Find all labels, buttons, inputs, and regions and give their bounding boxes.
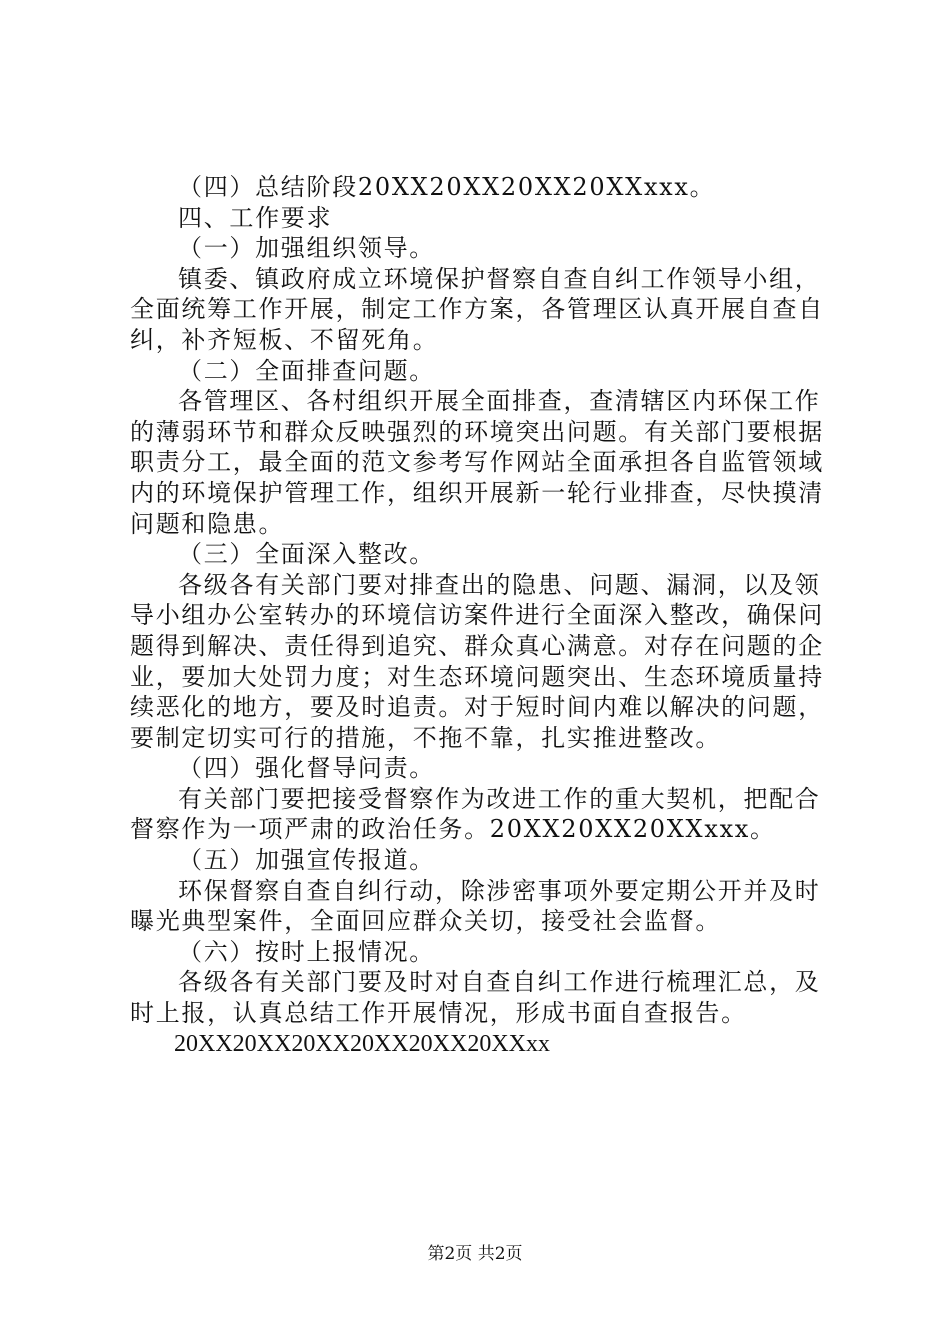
section-heading: （三）全面深入整改。 bbox=[178, 540, 435, 569]
section-heading: （二）全面排查问题。 bbox=[178, 356, 435, 385]
paragraph-line: 纠，补齐短板、不留死角。 bbox=[130, 325, 439, 354]
paragraph-line: 内的环境保护管理工作，组织开展新一轮行业排查，尽快摸清 bbox=[130, 478, 824, 507]
paragraph-line: 时上报，认真总结工作开展情况，形成书面自查报告。 bbox=[130, 999, 747, 1028]
paragraph-first-line: 各级各有关部门要及时对自查自纠工作进行梳理汇总，及 bbox=[178, 968, 821, 997]
section-heading: （四）强化督导问责。 bbox=[178, 754, 435, 783]
paragraph-line: 续恶化的地方，要及时追责。对于短时间内难以解决的问题， bbox=[130, 693, 824, 722]
paragraph-line: 职责分工，最全面的范文参考写作网站全面承担各自监管领域 bbox=[130, 448, 824, 477]
paragraph-first-line: 各级各有关部门要对排查出的隐患、问题、漏洞，以及领 bbox=[178, 570, 821, 599]
paragraph-first-line: 环保督察自查自纠行动，除涉密事项外要定期公开并及时 bbox=[178, 876, 821, 905]
paragraph-first-line: 各管理区、各村组织开展全面排查，查清辖区内环保工作 bbox=[178, 387, 821, 416]
section-heading: （六）按时上报情况。 bbox=[178, 937, 435, 966]
paragraph-first-line: 镇委、镇政府成立环境保护督察自查自纠工作领导小组， bbox=[178, 264, 821, 293]
paragraph-line: 题得到解决、责任得到追究、群众真心满意。对存在问题的企 bbox=[130, 631, 824, 660]
paragraph-line: 问题和隐患。 bbox=[130, 509, 285, 538]
paragraph-line: 督察作为一项严肃的政治任务。20XX20XX20XXxxx。 bbox=[130, 815, 776, 844]
paragraph-line: 导小组办公室转办的环境信访案件进行全面深入整改，确保问 bbox=[130, 601, 824, 630]
paragraph-line: 的薄弱环节和群众反映强烈的环境突出问题。有关部门要根据 bbox=[130, 417, 824, 446]
paragraph-line: 业，要加大处罚力度；对生态环境问题突出、生态环境质量持 bbox=[130, 662, 824, 691]
section-heading: 四、工作要求 bbox=[178, 203, 333, 232]
paragraph-line: 要制定切实可行的措施，不拖不靠，扎实推进整改。 bbox=[130, 723, 722, 752]
document-body bbox=[130, 172, 830, 1059]
section-heading: （一）加强组织领导。 bbox=[178, 234, 435, 263]
section-heading: （四）总结阶段20XX20XX20XX20XXxxx。 bbox=[178, 173, 716, 201]
section-heading: （五）加强宣传报道。 bbox=[178, 846, 435, 875]
paragraph-first-line: 有关部门要把接受督察作为改进工作的重大契机，把配合 bbox=[178, 784, 821, 813]
paragraph-line: 全面统筹工作开展，制定工作方案，各管理区认真开展自查自 bbox=[130, 295, 824, 324]
closing-line: 20XX20XX20XX20XX20XX20XXxx bbox=[174, 1030, 550, 1057]
page-footer: 第2页 共2页 bbox=[427, 1244, 523, 1264]
paragraph-line: 曝光典型案件，全面回应群众关切，接受社会监督。 bbox=[130, 907, 722, 936]
